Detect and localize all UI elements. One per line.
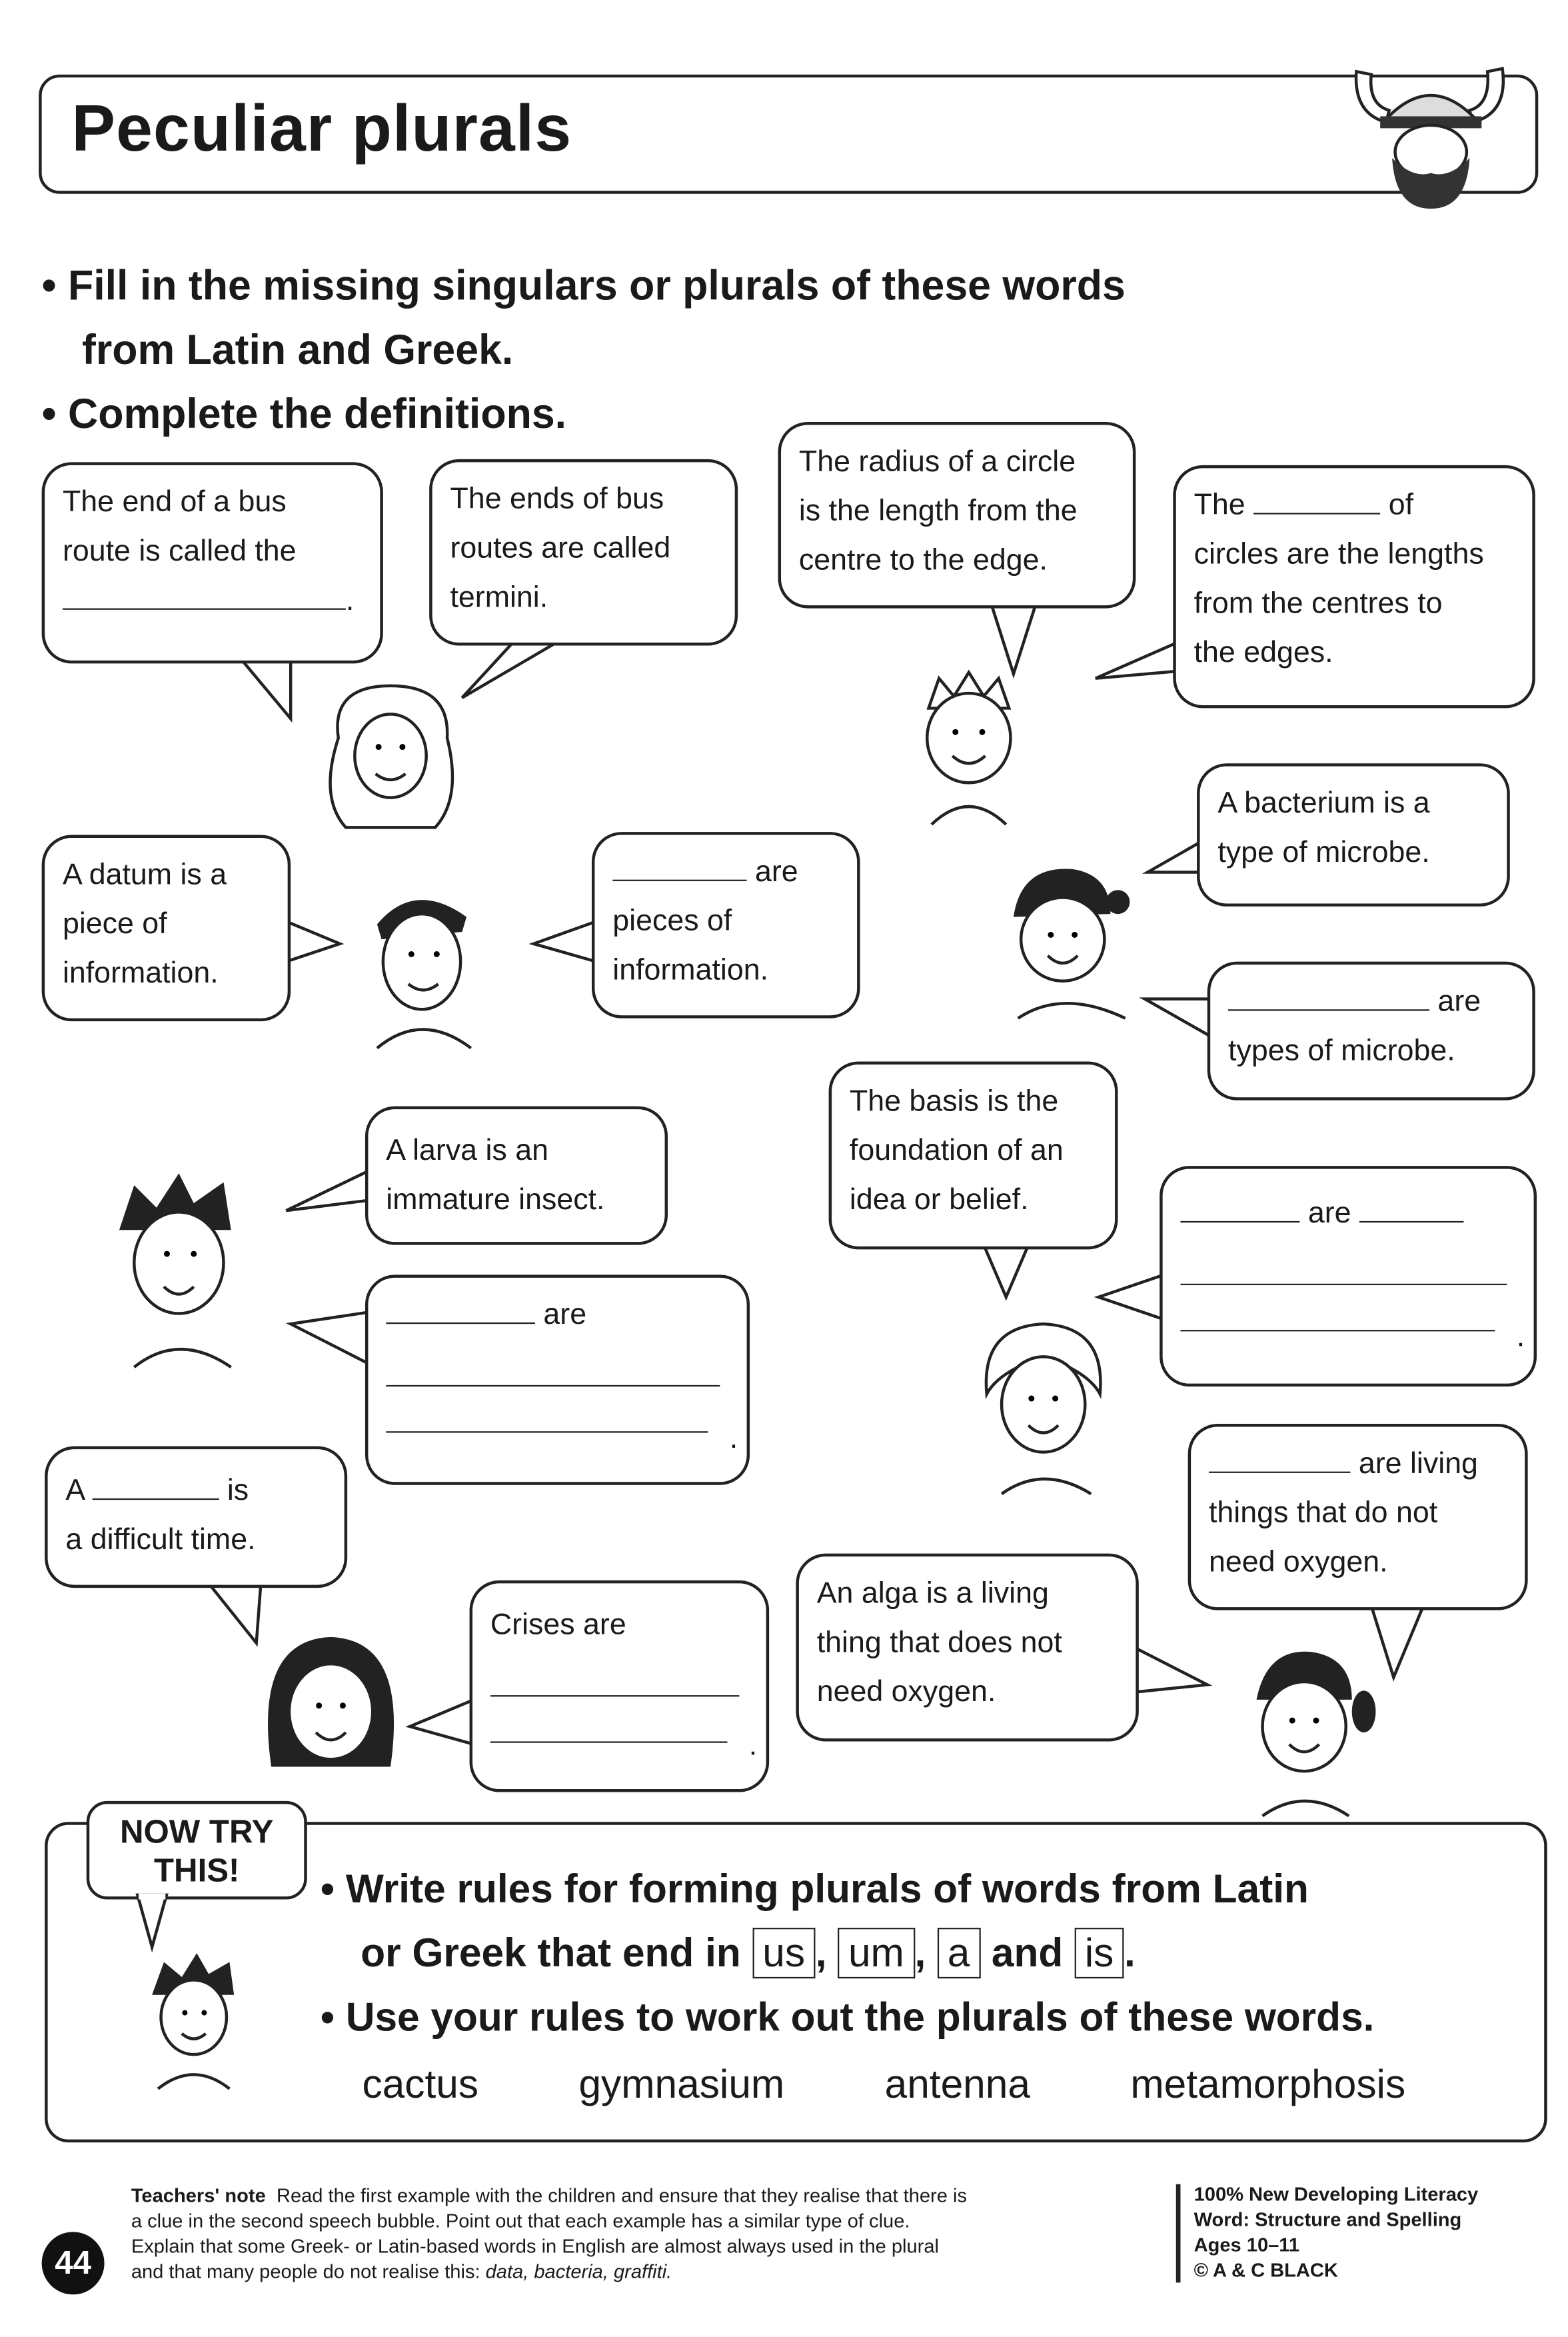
bubble-data: are pieces of information. (592, 832, 860, 1019)
girl-bob-hair-icon (969, 1312, 1118, 1498)
ending-um: um (838, 1928, 914, 1978)
bubble-radii: The of circles are the lengths from the centres to the edges. (1173, 465, 1535, 709)
answer-blank[interactable] (92, 1468, 219, 1500)
girl-ponytail-icon (991, 857, 1140, 1021)
word: cactus (362, 2062, 479, 2107)
answer-line[interactable] (490, 1696, 728, 1742)
book-info: 100% New Developing Literacy Word: Structure and Spelling Ages 10–11 © A & C BLACK (1193, 2182, 1479, 2282)
bubble-crises: Crises are . (470, 1580, 770, 1792)
bubble-radius: The radius of a circle is the length from the centre to the edge. (778, 422, 1136, 609)
boy-cap-icon (355, 880, 488, 1051)
page-number: 44 (42, 2232, 105, 2294)
instruction-1: • Fill in the missing singulars or plurals of these words from Latin and Greek. • Complete the definitions. (41, 262, 1126, 437)
word: antenna (884, 2062, 1030, 2107)
now-try-this-instructions: • Write rules for forming plurals of words from Latin or Greek that end in us , um , a and is . • Use your rules to work out the plurals of these words. (320, 1866, 1375, 2040)
answer-blank[interactable] (63, 579, 346, 610)
answer-blank[interactable] (1209, 1442, 1350, 1473)
bubble-larva: A larva is an immature insect. (365, 1107, 668, 1245)
answer-blank[interactable] (1228, 980, 1429, 1011)
boy-spiky-hair-icon (902, 663, 1036, 827)
ending-us: us (752, 1928, 816, 1978)
bubble-bus-route-end: The end of a bus route is called the . (42, 462, 383, 663)
answer-line[interactable] (386, 1340, 720, 1386)
girl-curly-hair-icon (316, 679, 465, 843)
bubble-basis: The basis is the foundation of an idea or belief. (829, 1062, 1118, 1250)
ending-a: a (937, 1928, 980, 1978)
answer-blank[interactable] (1180, 1191, 1299, 1222)
bubble-algae: are living things that do not need oxygen. (1188, 1424, 1528, 1610)
now-try-this-badge: NOW TRY THIS! (87, 1801, 307, 1900)
bubble-datum: A datum is a piece of information. (42, 835, 291, 1022)
bubble-bacterium: A bacterium is a type of microbe. (1197, 763, 1510, 907)
bubble-alga: An alga is a living thing that does not need oxygen. (796, 1554, 1138, 1742)
ending-is: is (1074, 1928, 1124, 1978)
bubble-bacteria: are types of microbe. (1207, 962, 1535, 1101)
badge-tail (134, 1894, 179, 1953)
answer-blank[interactable] (1359, 1191, 1464, 1222)
boy-small-icon (137, 1950, 249, 2092)
girl-long-hair-icon (253, 1625, 410, 1804)
answer-blank[interactable] (612, 850, 746, 881)
answer-line[interactable] (490, 1650, 740, 1696)
answer-line[interactable] (1180, 1285, 1495, 1331)
bubble-bases: are . (1160, 1166, 1537, 1386)
answer-blank[interactable] (386, 1292, 535, 1324)
bubble-larvae: are . (365, 1274, 750, 1484)
answer-line[interactable] (386, 1386, 708, 1432)
page-title: Peculiar plurals (71, 92, 572, 166)
girl-bunches-icon (1229, 1640, 1379, 1818)
word: gymnasium (578, 2062, 785, 2107)
bubble-termini: The ends of bus routes are called termini. (429, 459, 738, 646)
answer-blank[interactable] (1253, 483, 1380, 515)
bubble-crisis: A is a difficult time. (45, 1446, 347, 1588)
teachers-note: Teachers' note Read the first example with the children and ensure that they realise that there is a clue in the second speech bubble. Point out that each example has a similar type of clue. Explain that some Greek- or Latin-based words in English are almost always used in the plural and that many people do not realise this: data, bacteria, graffiti. (131, 2184, 967, 2283)
boy-messy-hair-icon (105, 1170, 254, 1372)
word: metamorphosis (1130, 2062, 1406, 2107)
answer-line[interactable] (1180, 1239, 1507, 1285)
